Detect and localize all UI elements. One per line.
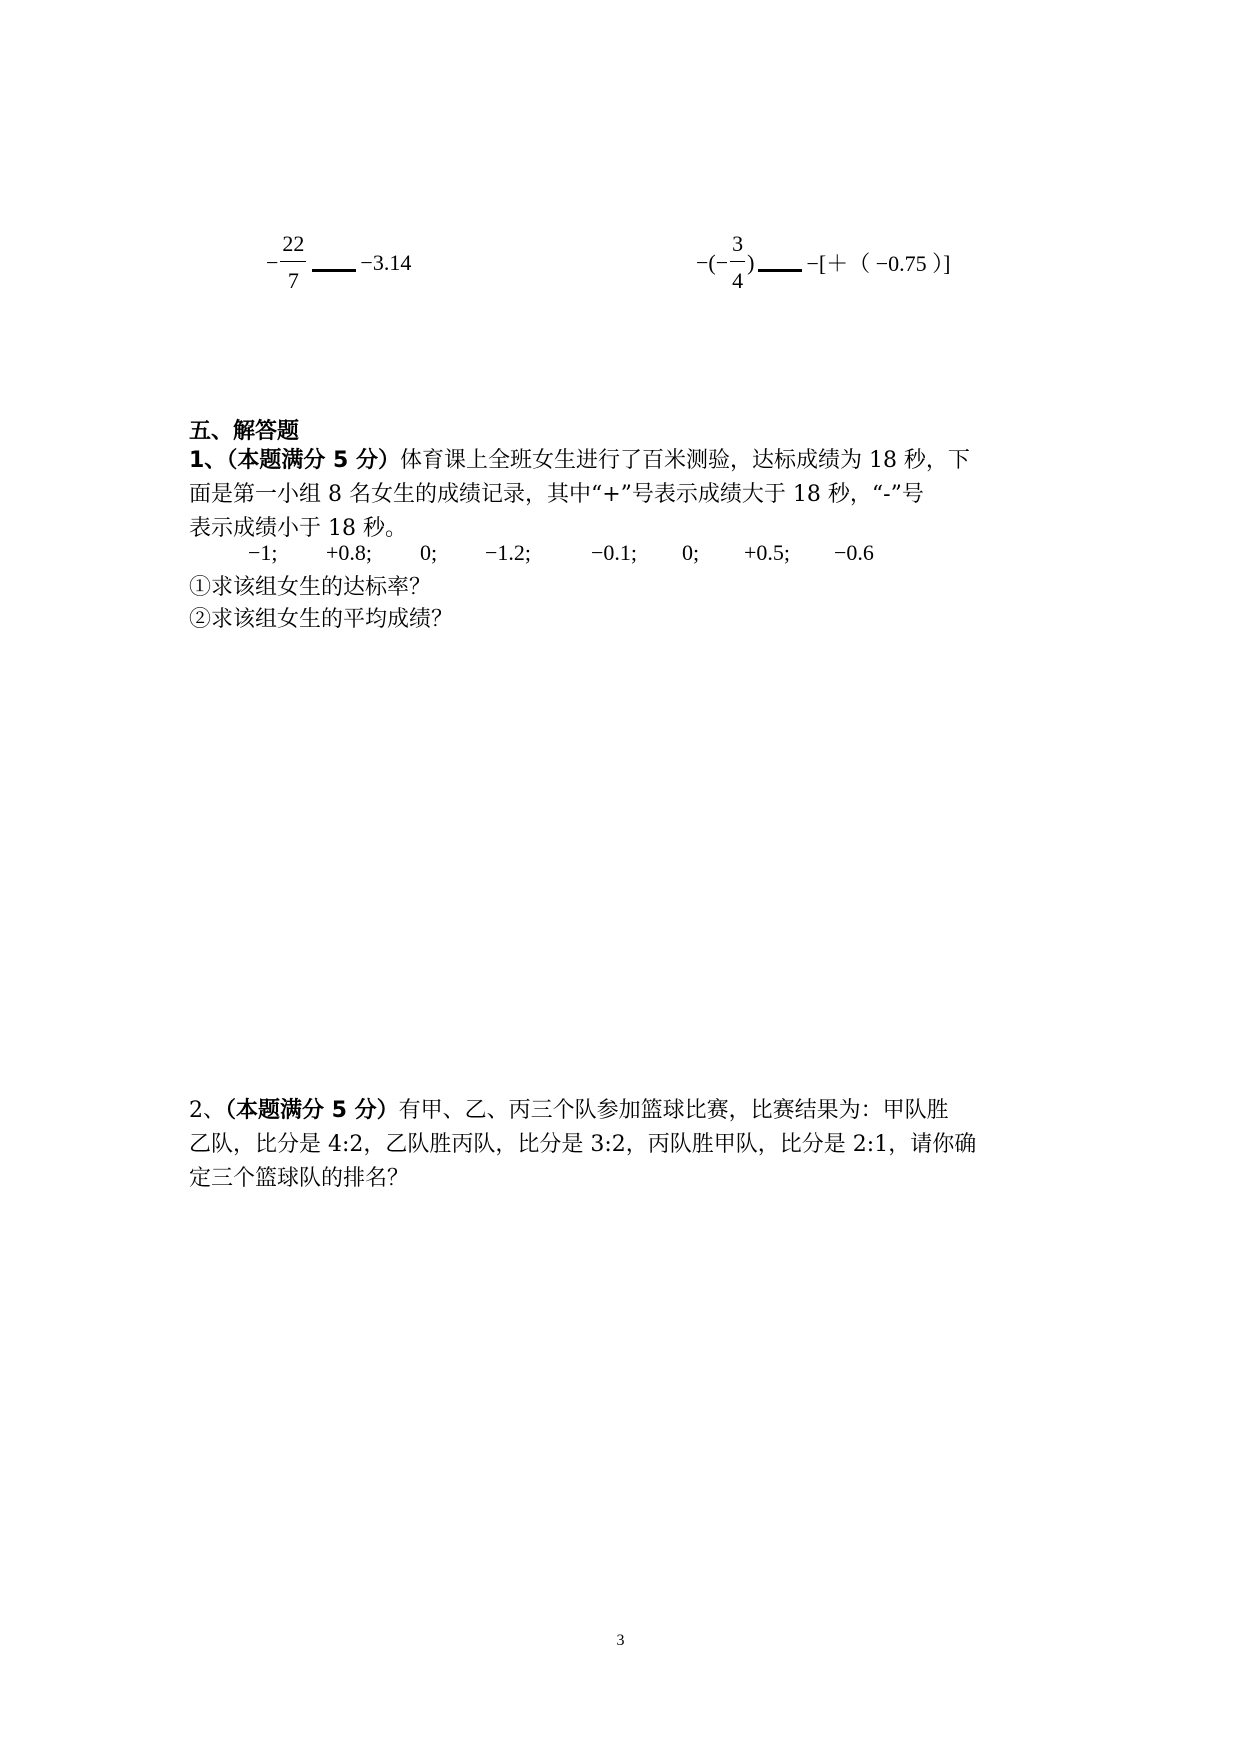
fraction-numerator: 22 (280, 233, 306, 262)
question-2-line-2: 乙队，比分是 4:2，乙队胜丙队，比分是 3:2，丙队胜甲队，比分是 2:1，请你确 (189, 1132, 977, 1157)
fraction-denominator: 4 (732, 268, 744, 293)
question-1-subquestion-1: ①求该组女生的达标率？ (189, 575, 432, 600)
score-item: 0; (682, 540, 700, 565)
score-item: +0.8; (326, 540, 373, 565)
answer-blank-2[interactable] (758, 269, 802, 272)
comparison-expression-2 (696, 233, 950, 292)
score-item: −0.6 (834, 540, 874, 565)
comparison-expression-1 (266, 233, 411, 292)
question-2-text-1: 有甲、乙、丙三个队参加篮球比赛，比赛结果为：甲队胜 (398, 1098, 949, 1123)
question-1-subquestion-2: ②求该组女生的平均成绩？ (189, 607, 454, 632)
question-1-line-2: 面是第一小组 8 名女生的成绩记录，其中“+”号表示成绩大于 18 秒，“-”号 (189, 482, 924, 507)
score-item: −1.2; (485, 540, 532, 565)
fraction-22-7 (280, 233, 306, 292)
closing-paren: ) (747, 249, 755, 275)
score-item: 0; (420, 540, 438, 565)
question-2-line-3: 定三个篮球队的排名？ (189, 1166, 410, 1191)
question-1 (189, 444, 1061, 546)
question-1-points: （本题满分 5 分） (226, 448, 400, 473)
page-number: 3 (616, 1632, 625, 1649)
fraction-numerator: 3 (730, 233, 745, 262)
score-item: +0.5; (744, 540, 791, 565)
score-item: −0.1; (591, 540, 638, 565)
question-2 (189, 1094, 1061, 1196)
fraction-denominator: 7 (287, 268, 299, 293)
question-2-line-1 (189, 1094, 1061, 1128)
answer-blank-1[interactable] (312, 269, 356, 272)
question-1-line-1 (189, 444, 1061, 478)
question-1-number: 1、 (189, 448, 227, 473)
question-1-line-3: 表示成绩小于 18 秒。 (189, 516, 407, 541)
comparison-right-value: −3.14 (360, 249, 412, 275)
question-1-text-1: 体育课上全班女生进行了百米测验，达标成绩为 18 秒，下 (399, 448, 970, 473)
minus-sign: − (266, 249, 279, 275)
score-item: −1; (248, 540, 278, 565)
fraction-3-4 (730, 233, 745, 292)
question-2-points: （本题满分 5 分） (225, 1098, 399, 1123)
comparison-right-value: −[＋（ −0.75 ）] (806, 251, 951, 276)
section-title: 五、解答题 (189, 419, 300, 444)
question-2-number: 2、 (189, 1098, 225, 1123)
expression-prefix: −(− (696, 249, 729, 275)
